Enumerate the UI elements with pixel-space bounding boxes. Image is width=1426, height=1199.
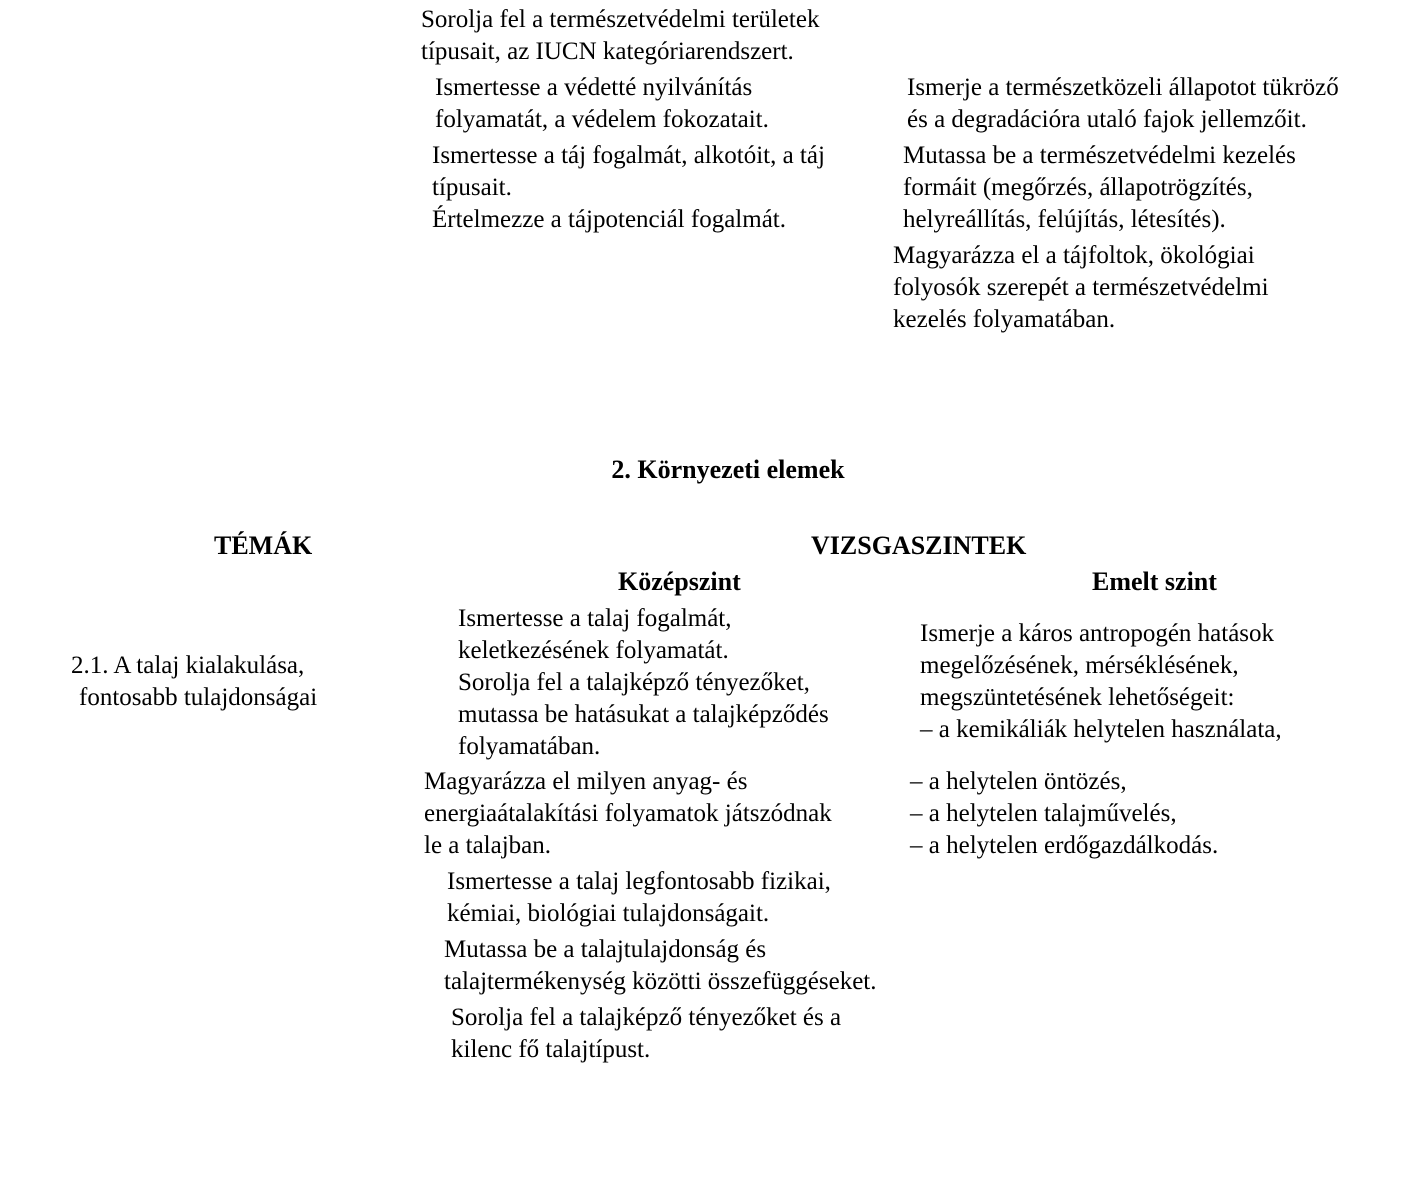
text-line: Ismertesse a táj fogalmát, alkotóit, a táj: [432, 142, 825, 169]
top-mid-block-3: [432, 140, 825, 236]
top-right-block-2: [903, 140, 1296, 236]
top-right-block-3: [893, 240, 1269, 336]
header-topics: TÉMÁK: [214, 531, 313, 560]
topic-cell: [71, 650, 317, 714]
text-line: formáit (megőrzés, állapotrögzítés,: [903, 174, 1253, 201]
text-line: keletkezésének folyamatát.: [458, 637, 729, 664]
top-mid-block-1: [421, 4, 819, 68]
text-line: Ismertesse a talaj legfontosabb fizikai,: [447, 868, 831, 895]
mid-block-1: [458, 603, 829, 763]
text-line: – a helytelen erdőgazdálkodás.: [910, 832, 1219, 859]
text-line: Sorolja fel a talajképző tényezőket,: [458, 669, 810, 696]
text-line: – a helytelen talajművelés,: [910, 800, 1177, 827]
text-line: Ismerje a természetközeli állapotot tükröző: [907, 74, 1339, 101]
adv-block-2: [910, 766, 1218, 862]
text-line: helyreállítás, felújítás, létesítés).: [903, 206, 1226, 233]
text-line: megelőzésének, mérséklésének,: [920, 652, 1239, 679]
topic-title: fontosabb tulajdonságai: [79, 684, 318, 711]
topic-title: 2.1. A talaj kialakulása,: [71, 652, 305, 679]
text-line: folyamatában.: [458, 733, 601, 760]
text-line: kilenc fő talajtípust.: [451, 1036, 651, 1063]
adv-block-1: [920, 618, 1282, 746]
text-line: energiaátalakítási folyamatok játszódnak: [424, 800, 832, 827]
mid-block-2: [424, 766, 832, 862]
text-line: – a helytelen öntözés,: [910, 768, 1127, 795]
text-line: Sorolja fel a talajképző tényezőket és a: [451, 1004, 842, 1031]
section-title: 2. Környezeti elemek: [611, 455, 845, 484]
text-line: folyosók szerepét a természetvédelmi: [893, 274, 1269, 301]
text-line: talajtermékenység közötti összefüggéseket.: [444, 968, 877, 995]
text-line: Mutassa be a talajtulajdonság és: [444, 936, 767, 963]
text-line: Magyarázza el milyen anyag- és: [424, 768, 748, 795]
header-exam-levels: VIZSGASZINTEK: [811, 531, 1027, 560]
text-line: Ismertesse a védetté nyilvánítás: [435, 74, 753, 101]
text-line: le a talajban.: [424, 832, 552, 859]
text-line: és a degradációra utaló fajok jellemzőit.: [907, 106, 1307, 133]
header-advanced-level: Emelt szint: [1092, 567, 1217, 596]
text-line: Sorolja fel a természetvédelmi területek: [421, 6, 820, 33]
mid-block-4: [444, 934, 876, 998]
text-line: Mutassa be a természetvédelmi kezelés: [903, 142, 1296, 169]
text-line: Magyarázza el a tájfoltok, ökológiai: [893, 242, 1255, 269]
mid-block-3: [447, 866, 831, 930]
text-line: típusait.: [432, 174, 512, 201]
top-right-block-1: [907, 72, 1339, 136]
text-line: – a kemikáliák helytelen használata,: [920, 716, 1282, 743]
text-line: kémiai, biológiai tulajdonságait.: [447, 900, 770, 927]
text-line: folyamatát, a védelem fokozatait.: [435, 106, 769, 133]
text-line: Ismerje a káros antropogén hatások: [920, 620, 1275, 647]
header-mid-level: Középszint: [618, 567, 741, 596]
text-line: mutassa be hatásukat a talajképződés: [458, 701, 829, 728]
text-line: típusait, az IUCN kategóriarendszert.: [421, 38, 794, 65]
text-line: kezelés folyamatában.: [893, 306, 1116, 333]
mid-block-5: [451, 1002, 841, 1066]
text-line: megszüntetésének lehetőségeit:: [920, 684, 1235, 711]
text-line: Értelmezze a tájpotenciál fogalmát.: [432, 206, 786, 233]
text-line: Ismertesse a talaj fogalmát,: [458, 605, 732, 632]
top-mid-block-2: [435, 72, 769, 136]
